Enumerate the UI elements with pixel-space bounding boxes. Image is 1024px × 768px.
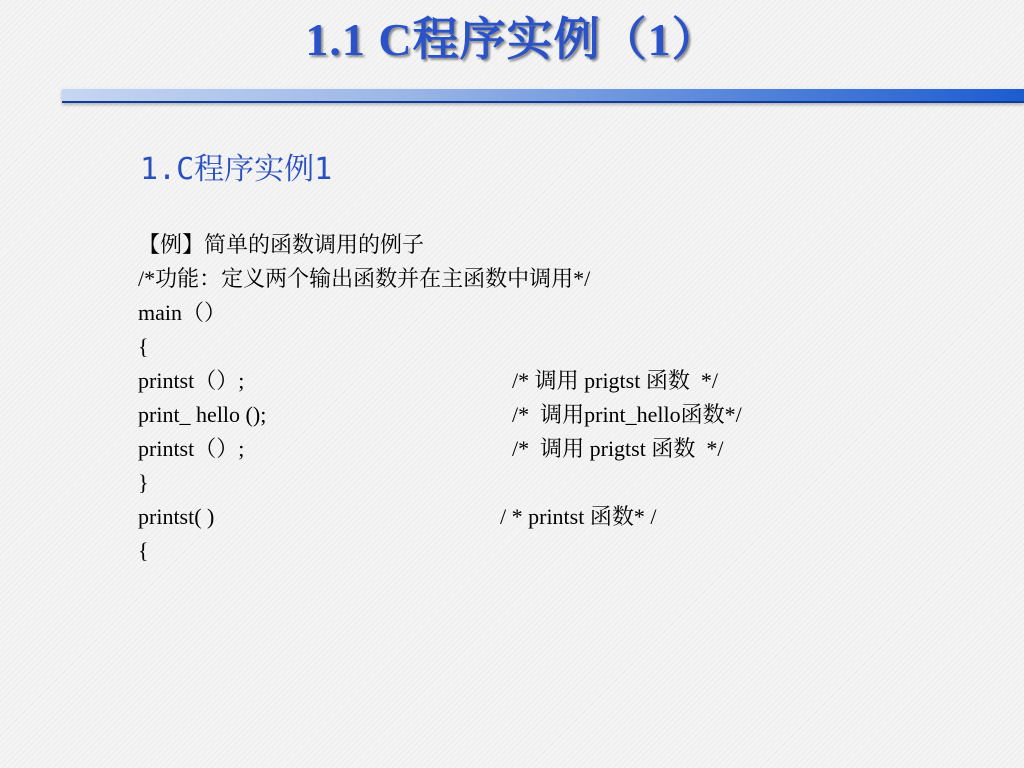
code-comment: /* 调用 prigtst 函数 */ (512, 436, 724, 461)
code-line-6 (138, 432, 724, 466)
code-text: printst( ) (138, 504, 215, 529)
code-line-3 (138, 330, 424, 364)
code-text: { (138, 334, 149, 359)
slide-title: 1.1 C程序实例（1） (305, 14, 719, 65)
code-comment: / * printst 函数* / (500, 504, 657, 529)
code-text: print_ hello (); (138, 402, 267, 427)
code-text: printst（）; (138, 368, 245, 393)
code-line-9 (138, 534, 424, 568)
code-line-4 (138, 364, 718, 398)
code-comment: /* 调用 prigtst 函数 */ (512, 368, 718, 393)
example-body (138, 228, 742, 568)
code-line-2 (138, 296, 424, 330)
code-line-7 (138, 466, 424, 500)
code-line-8 (138, 500, 657, 534)
code-text: } (138, 470, 149, 495)
code-text: { (138, 538, 149, 563)
code-comment: /* 调用print_hello函数*/ (512, 402, 742, 427)
title-underline-bar (62, 88, 1024, 103)
code-text: /*功能：定义两个输出函数并在主函数中调用*/ (138, 266, 591, 291)
code-line-1 (138, 262, 591, 296)
section-subheading: 1.C程序实例1 (140, 152, 333, 187)
code-line-5 (138, 398, 742, 432)
example-heading: 【例】简单的函数调用的例子 (138, 232, 425, 257)
code-text: printst（）; (138, 436, 245, 461)
code-text: main（） (138, 300, 226, 325)
